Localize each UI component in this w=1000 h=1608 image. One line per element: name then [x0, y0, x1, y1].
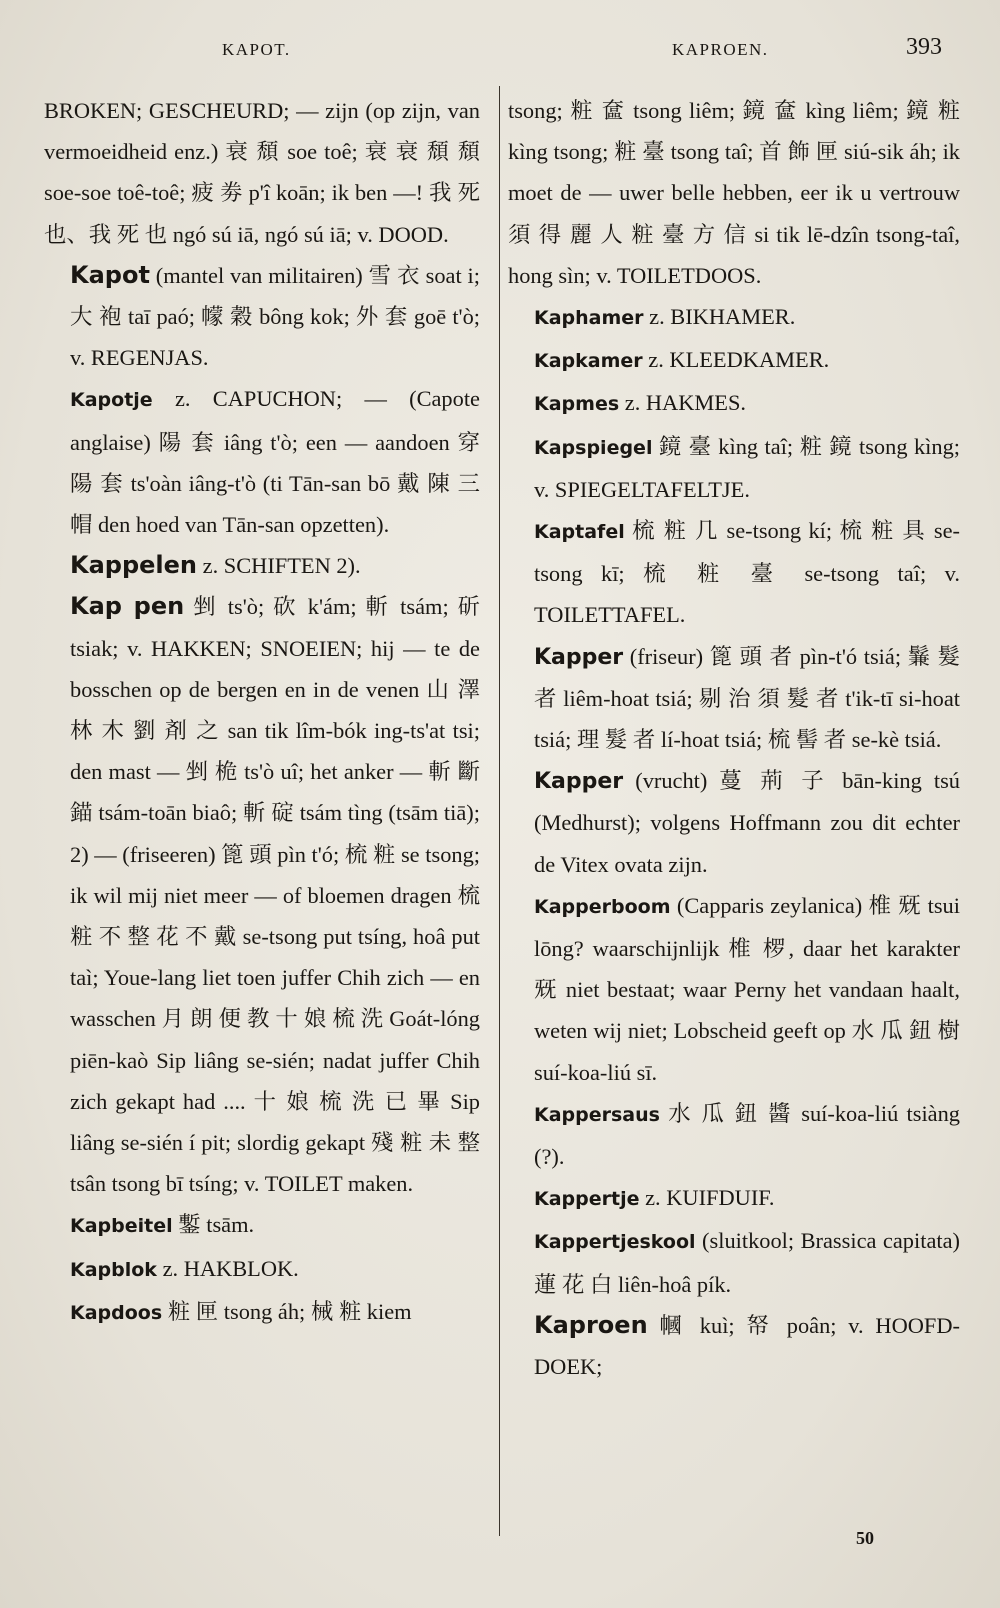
entry-body: 鏨 tsām. — [178, 1212, 255, 1238]
entry-body: (Capparis zeylanica) 椎 兓 tsui lōng? waarschijnlijk 椎 椤, daar het karakter 兓 niet bestaat; waar Perny het vandaan haalt, weten wij niet; Lobscheid geeft op 水 瓜 鈕 樹 suí-koa-liú sī. — [534, 892, 960, 1085]
entry-headword: Kapperboom — [534, 895, 671, 918]
entry-kapmes — [508, 382, 960, 425]
entry-kapot — [44, 255, 480, 379]
entry-body: z. HAKMES. — [624, 390, 747, 416]
entry-body: z. KUIFDUIF. — [645, 1185, 775, 1211]
entry-kaptafel — [508, 510, 960, 636]
entry-body: (vrucht) 蔓 荊 子 bān-king tsú (Medhurst); volgens Hoffmann zou dit echter de Vitex ovata zijn. — [534, 768, 960, 877]
left-column — [44, 90, 480, 1334]
entry-kaphamer — [508, 296, 960, 339]
entry-body: 水 瓜 鈕 醬 suí-koa-liú tsiàng (?). — [534, 1100, 960, 1170]
entry-body: tsong; 粧 奩 tsong liêm; 鏡 奩 kìng liêm; 鏡 粧 kìng tsong; 粧 臺 tsong taî; 首 飾 匣 siú-sik áh; ik moet de — uwer belle hebben, eer ik u vertrouw 須 得 麗 人 粧 臺 方 信 si tik lē-dzîn tsong-taî, hong sìn; v. TOILETDOOS. — [508, 98, 960, 288]
running-head-left: KAPOT. — [222, 40, 291, 59]
entry-headword: Kap pen — [70, 592, 185, 621]
entry-body: z. KLEEDKAMER. — [648, 347, 830, 373]
entry-headword: Kappersaus — [534, 1103, 660, 1126]
column-divider — [499, 86, 500, 1536]
entry-headword: Kaphamer — [534, 307, 644, 330]
entry-kapper-vrucht — [508, 760, 960, 885]
entry-headword: Kapkamer — [534, 350, 643, 373]
entry-body: z. BIKHAMER. — [649, 304, 796, 330]
running-head-right: KAPROEN. — [672, 40, 769, 59]
entry-body: 幗 kuì; 帑 poân; v. HOOFD-DOEK; — [534, 1312, 960, 1380]
entry-kapspiegel — [508, 426, 960, 510]
entry-headword: Kapmes — [534, 393, 620, 416]
entry-headword: Kapspiegel — [534, 436, 653, 459]
right-column — [508, 90, 960, 1387]
entry-kapdoos — [44, 1291, 480, 1334]
entry-body: 鏡 臺 kìng taî; 粧 鏡 tsong kìng; v. SPIEGELTAFELTJE. — [534, 433, 960, 502]
entry-headword: Kappelen — [70, 551, 198, 580]
entry-kappertje — [508, 1177, 960, 1220]
entry-kapkamer — [508, 339, 960, 382]
entry-kappersaus — [508, 1093, 960, 1177]
entry-body: 剉 ts'ò; 砍 k'ám; 斬 tsám; 斫 tsiak; v. HAKKEN; SNOEIEN; hij — te de bosschen op de bergen en in de venen 山 澤 林 木 劉 剤 之 san tik lîm-bók ing-ts'at tsi; den mast — 剉 桅 ts'ò uî; het anker — 斬 斷 錨 tsám-toān biaô; 斬 碇 tsám tìng (tsām tiā); 2) — (friseeren) 篦 頭 pìn t'ó; 梳 粧 se tsong; ik wil mij niet meer — of bloemen dragen 梳 粧 不 整 花 不 戴 se-tsong put tsíng, hoâ put taì; Youe-lang liet toen juffer Chih zich — en wasschen 月 朗 便 教 十 娘 梳 洗 Goát-lóng piēn-kaò Sip liâng se-sién; nadat juffer Chih zich gekapt had .... 十 娘 梳 洗 已 畢 Sip liâng se-sién í pit; slordig gekapt 殘 粧 未 整 tsân tsong bī tsíng; v. TOILET maken. — [70, 594, 480, 1197]
entry-kaproen — [508, 1305, 960, 1387]
entry-body: z. CAPUCHON; — (Capote anglaise) 陽 套 iâng t'ò; een — aandoen 穿 陽 套 ts'oàn iâng-t'ò (ti Tān-san bō 戴 陳 三 帽 den hoed van Tān-san opzetten). — [70, 386, 480, 538]
entry-headword: Kapdoos — [70, 1301, 163, 1324]
entry-continuation — [44, 90, 480, 255]
entry-headword: Kapper — [534, 644, 624, 670]
entry-body: 粧 匣 tsong áh; 械 粧 kiem — [167, 1298, 412, 1324]
entry-body: z. HAKBLOK. — [162, 1255, 299, 1281]
entry-kapblok — [44, 1248, 480, 1291]
page-number: 393 — [906, 34, 942, 60]
entry-kappertjeskool — [508, 1220, 960, 1304]
entry-body: (sluitkool; Brassica capitata) 蓮 花 白 liên-hoâ pík. — [534, 1228, 960, 1297]
entry-kapper-friseur — [508, 636, 960, 761]
entry-kapperboom — [508, 885, 960, 1093]
signature-mark: 50 — [856, 1528, 874, 1548]
entry-headword: Kaproen — [534, 1310, 648, 1339]
entry-kapbeitel — [44, 1204, 480, 1247]
entry-kapotje — [44, 378, 480, 545]
entry-continuation — [508, 90, 960, 296]
entry-body: (mantel van militairen) 雪 衣 soat i; 大 袍 taī paó; 幪 穀 bông kok; 外 套 goē t'ò; v. REGENJAS. — [70, 262, 480, 371]
entry-kappelen — [44, 545, 480, 586]
entry-headword: Kapblok — [70, 1258, 157, 1281]
entry-headword: Kappertjeskool — [534, 1231, 696, 1254]
entry-headword: Kapbeitel — [70, 1215, 173, 1238]
entry-headword: Kapot — [70, 260, 150, 289]
entry-body: (friseur) 篦 頭 者 pìn-t'ó tsiá; 鬑 髮 者 liêm-hoat tsiá; 剔 治 須 髮 者 t'ik-tī si-hoat tsiá; 理 髮 者 lí-hoat tsiá; 梳 髻 者 se-kè tsiá. — [534, 643, 960, 753]
entry-body: BROKEN; GESCHEURD; — zijn (op zijn, van vermoeidheid enz.) 衰 頹 soe toê; 衰 衰 頹 頹 soe-soe toê-toê; 疲 劵 p'î koān; ik ben —! 我 死 也、我 死 也 ngó sú iā, ngó sú iā; v. DOOD. — [44, 98, 480, 247]
entry-body: z. SCHIFTEN 2). — [202, 553, 361, 579]
entry-headword: Kapotje — [70, 389, 153, 412]
entry-body: 梳 粧 几 se-tsong kí; 梳 粧 具 se-tsong kī; 梳 粧 臺 se-tsong taî; v. TOILETTAFEL. — [534, 518, 960, 628]
entry-headword: Kappertje — [534, 1188, 640, 1211]
entry-headword: Kaptafel — [534, 521, 625, 544]
entry-headword: Kapper — [534, 769, 624, 795]
entry-kappen — [44, 586, 480, 1204]
